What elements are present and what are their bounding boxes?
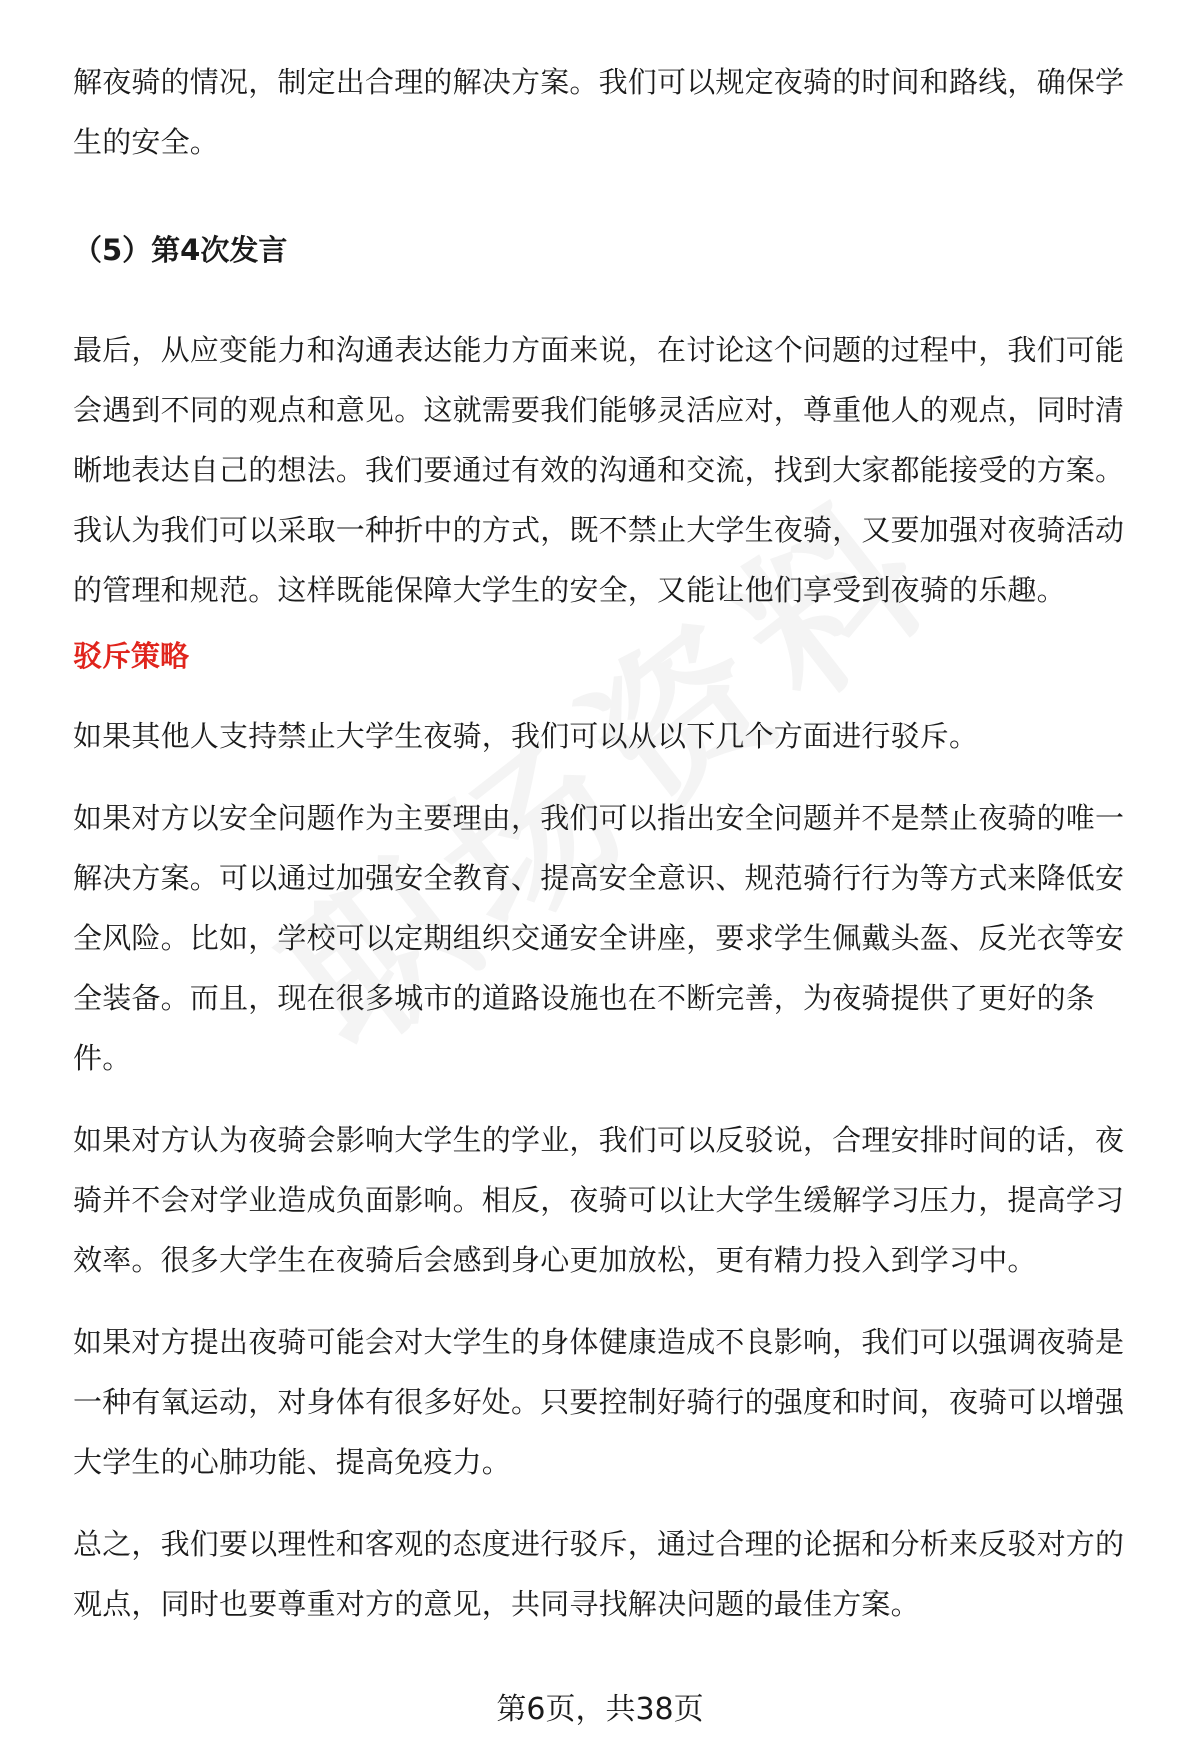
section-title-rebuttal: 驳斥策略 (73, 639, 190, 673)
paragraph-continuation: 解夜骑的情况，制定出合理的解决方案。我们可以规定夜骑的时间和路线，确保学生的安全。 (73, 65, 1125, 159)
paragraph-rebuttal-study: 如果对方认为夜骑会影响大学生的学业，我们可以反驳说，合理安排时间的话，夜骑并不会对学业造成负面影响。相反，夜骑可以让大学生缓解学习压力，提高学习效率。很多大学生在夜骑后会感到身心更加放松，更有精力投入到学习中。 (73, 1123, 1125, 1277)
speech-heading: （5）第4次发言 (73, 233, 288, 267)
page-content (73, 52, 1145, 1634)
paragraph-speech-4: 最后，从应变能力和沟通表达能力方面来说，在讨论这个问题的过程中，我们可能会遇到不同的观点和意见。这就需要我们能够灵活应对，尊重他人的观点，同时清晰地表达自己的想法。我们要通过有效的沟通和交流，找到大家都能接受的方案。我认为我们可以采取一种折中的方式，既不禁止大学生夜骑，又要加强对夜骑活动的管理和规范。这样既能保障大学生的安全，又能让他们享受到夜骑的乐趣。 (73, 333, 1125, 607)
paragraph-rebuttal-safety: 如果对方以安全问题作为主要理由，我们可以指出安全问题并不是禁止夜骑的唯一解决方案。可以通过加强安全教育、提高安全意识、规范骑行行为等方式来降低安全风险。比如，学校可以定期组织交通安全讲座，要求学生佩戴头盔、反光衣等安全装备。而且，现在很多城市的道路设施也在不断完善，为夜骑提供了更好的条件。 (73, 801, 1125, 1075)
page-number: 第6页，共38页 (496, 1692, 704, 1727)
paragraph-conclusion: 总之，我们要以理性和客观的态度进行驳斥，通过合理的论据和分析来反驳对方的观点，同时也要尊重对方的意见，共同寻找解决问题的最佳方案。 (73, 1527, 1125, 1621)
paragraph-rebuttal-health: 如果对方提出夜骑可能会对大学生的身体健康造成不良影响，我们可以强调夜骑是一种有氧运动，对身体有很多好处。只要控制好骑行的强度和时间，夜骑可以增强大学生的心肺功能、提高免疫力。 (73, 1325, 1125, 1479)
paragraph-rebuttal-intro: 如果其他人支持禁止大学生夜骑，我们可以从以下几个方面进行驳斥。 (73, 719, 979, 753)
